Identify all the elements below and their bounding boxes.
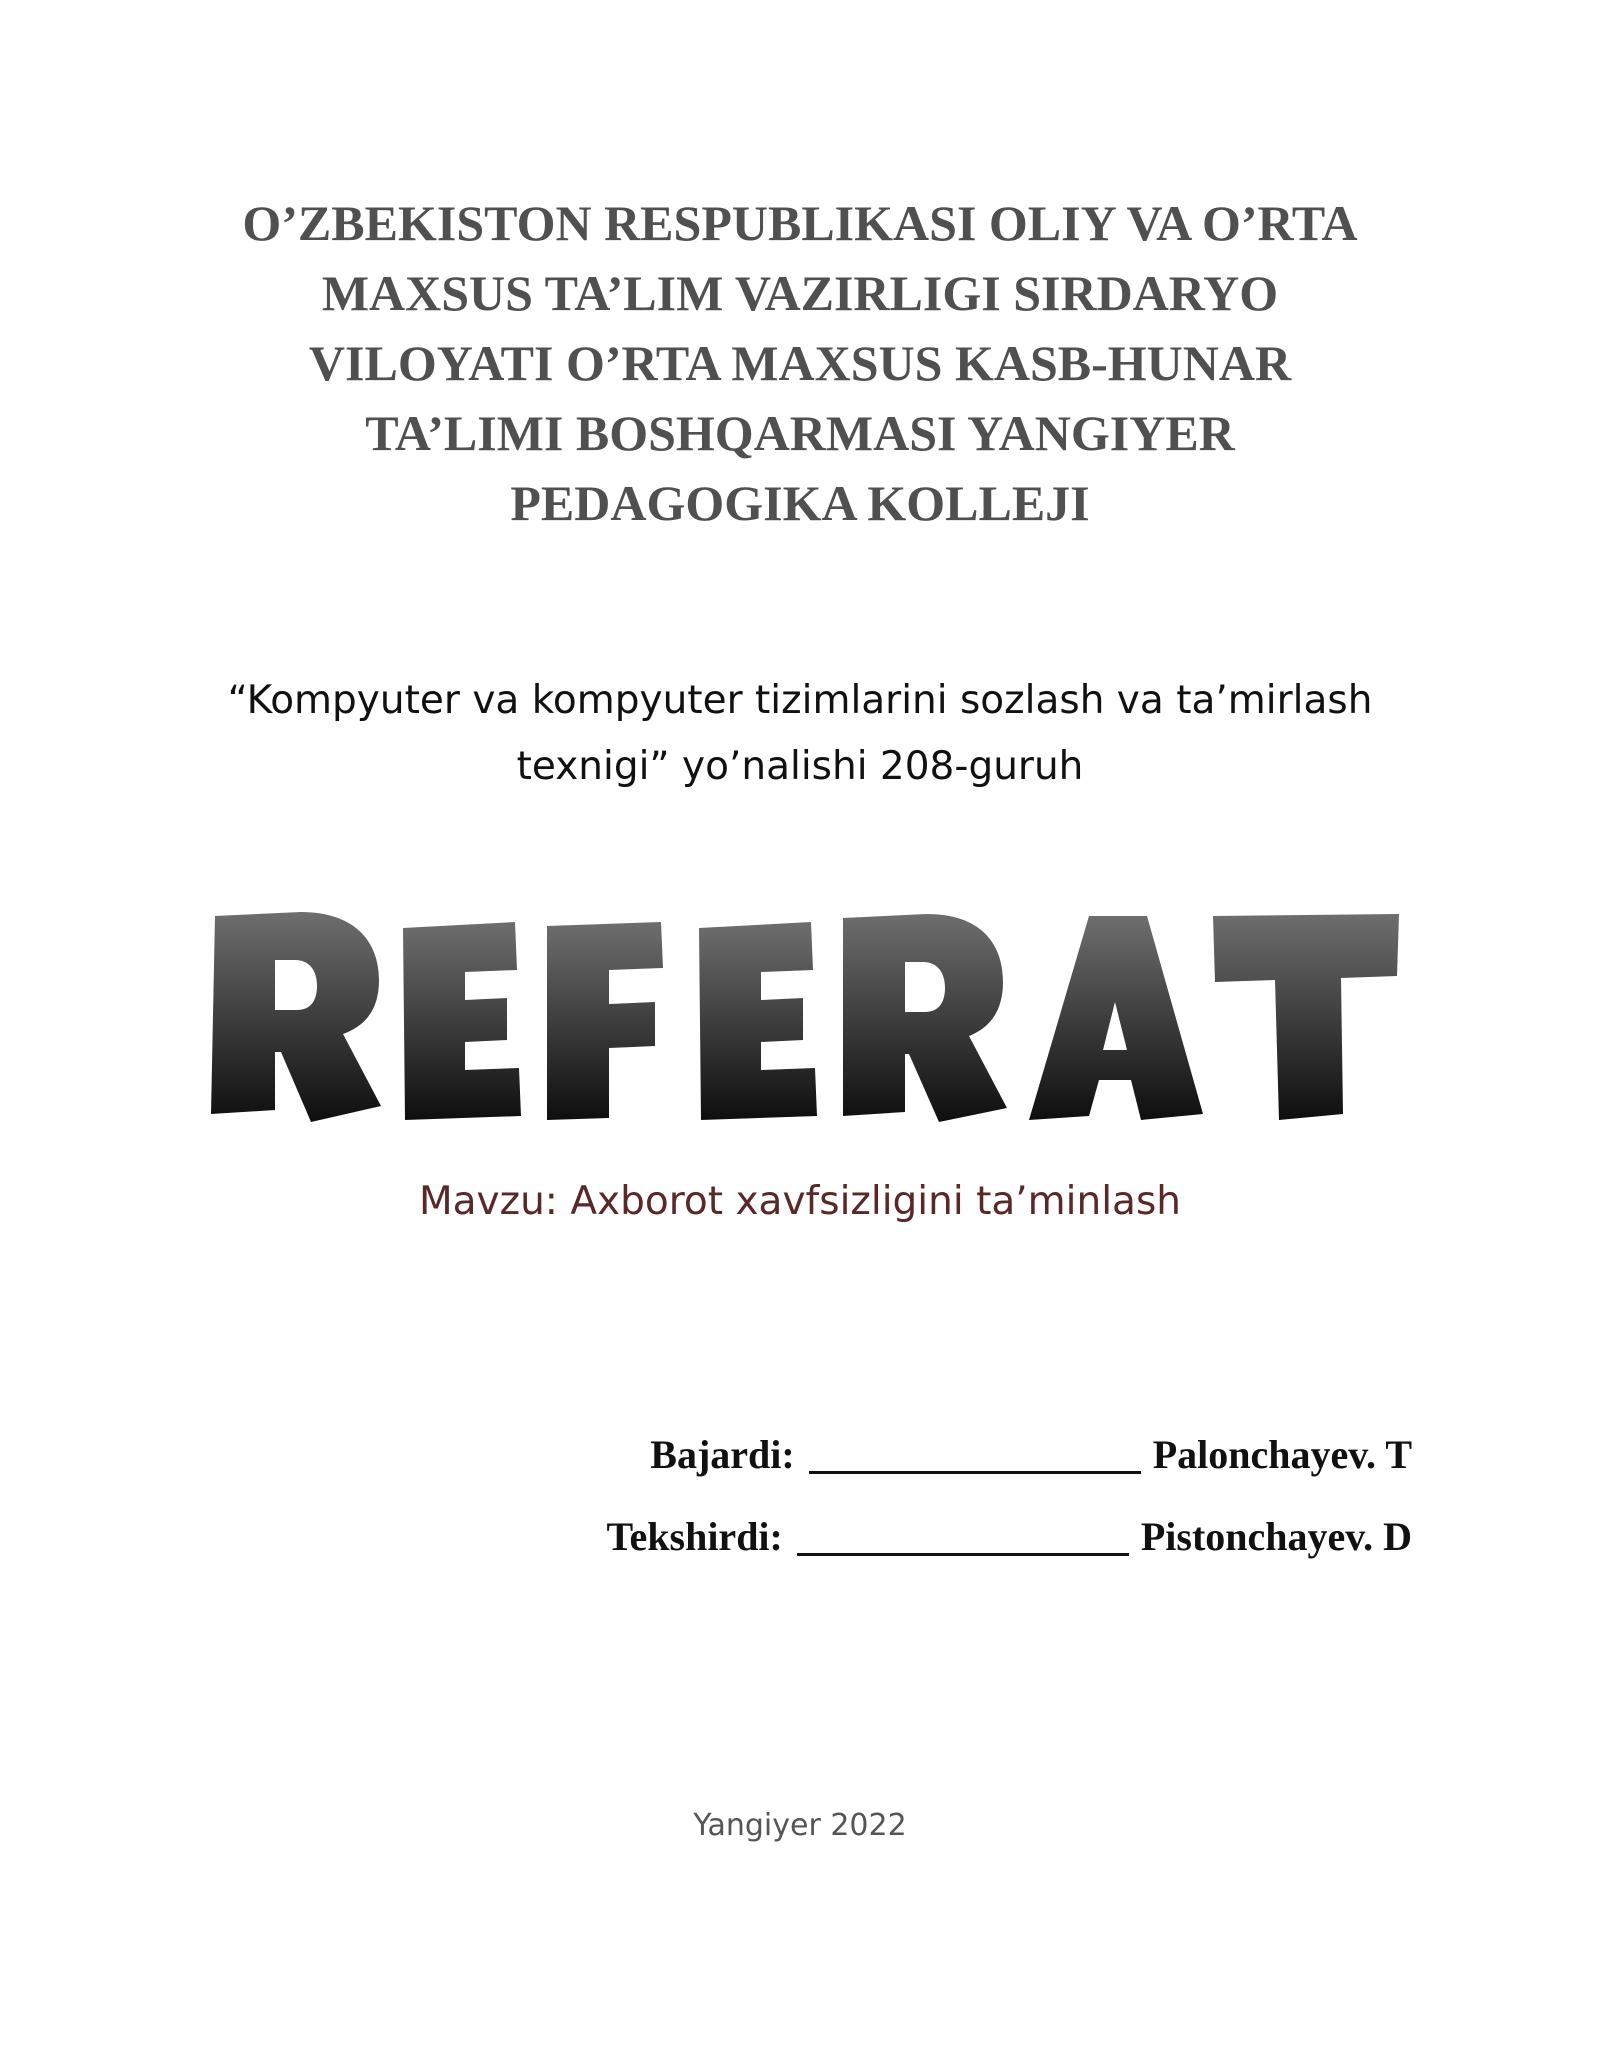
referat-letter-e bbox=[699, 922, 817, 1120]
referat-letter-t bbox=[1213, 914, 1399, 1120]
signature-line bbox=[809, 1435, 1141, 1474]
direction-line: “Kompyuter va kompyuter tizimlarini sozlash va ta’mirlash bbox=[227, 678, 1373, 723]
signature-line bbox=[797, 1517, 1129, 1556]
referat-letter-r bbox=[843, 914, 1007, 1122]
institution-header bbox=[150, 188, 1450, 538]
footer-place-year: Yangiyer 2022 bbox=[693, 1808, 907, 1843]
institution-line: MAXSUS TA’LIM VAZIRLIGI SIRDARYO bbox=[321, 265, 1279, 321]
topic-line bbox=[150, 1174, 1450, 1230]
institution-line: VILOYATI O’RTA MAXSUS KASB-HUNAR bbox=[308, 335, 1292, 391]
referat-title-artwork bbox=[203, 910, 1399, 1132]
checked-label: Tekshirdi: bbox=[606, 1514, 783, 1559]
referat-letter-e bbox=[403, 922, 521, 1120]
performed-by-row bbox=[412, 1414, 1412, 1496]
topic-label: Mavzu: bbox=[418, 1179, 558, 1224]
checked-name: Pistonchayev. D bbox=[1140, 1514, 1412, 1559]
referat-letter-a bbox=[1029, 916, 1203, 1120]
topic-value: Axborot xavfsizligini ta’minlash bbox=[570, 1179, 1181, 1224]
institution-line: PEDAGOGIKA KOLLEJI bbox=[510, 475, 1090, 531]
performed-label: Bajardi: bbox=[650, 1432, 795, 1477]
study-direction bbox=[150, 668, 1450, 800]
referat-letter-r bbox=[211, 912, 381, 1122]
institution-line: TA’LIMI BOSHQARMASI YANGIYER bbox=[365, 405, 1235, 461]
institution-line: O’ZBEKISTON RESPUBLIKASI OLIY VA O’RTA bbox=[242, 195, 1358, 251]
checked-by-row bbox=[412, 1496, 1412, 1578]
signature-block bbox=[412, 1414, 1412, 1578]
performed-name: Palonchayev. T bbox=[1152, 1432, 1412, 1477]
direction-line: texnigi” yo’nalishi 208-guruh bbox=[516, 744, 1084, 789]
referat-letter-f bbox=[547, 922, 663, 1120]
